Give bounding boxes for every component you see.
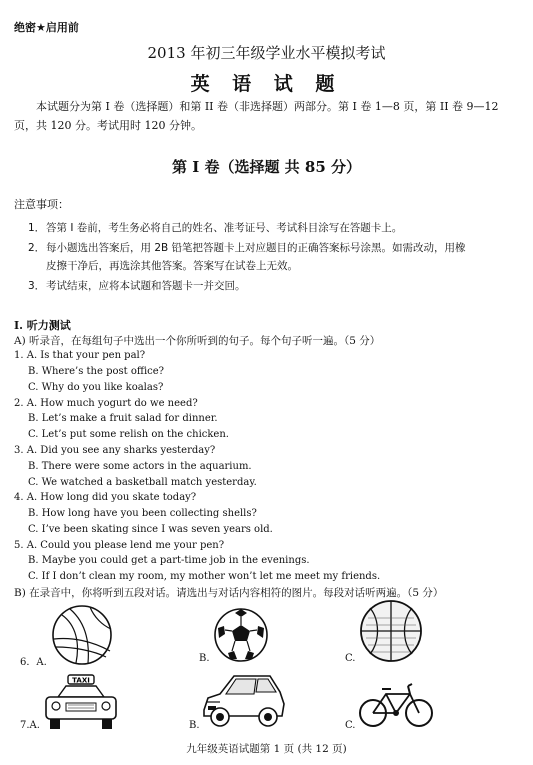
question-option: B. Where’s the post office?	[28, 366, 165, 377]
note-text: 考试结束，应将本试题和答题卡一并交回。	[46, 280, 246, 292]
question-option: 5. A. Could you please lend me your pen?	[14, 540, 225, 551]
question-option: B. Maybe you could get a part-time job in the evenings.	[28, 555, 310, 566]
note-text: 每小题选出答案后，用 2B 铅笔把答题卡上对应题目的正确答案标号涂黑。如需改动，用橡	[46, 242, 466, 254]
picture-label: 6．A.	[20, 657, 47, 668]
car-icon	[198, 670, 288, 732]
volleyball-icon	[50, 603, 114, 667]
note-item	[28, 219, 523, 237]
question-option: C. I’ve been skating since I was seven years old.	[28, 524, 273, 535]
note-text: 答第 I 卷前，考生务必将自己的姓名、准考证号、考试科目涂写在答题卡上。	[46, 222, 403, 234]
note-number: 2．	[28, 242, 46, 254]
question-option: B. How long have you been collecting shells?	[28, 508, 257, 519]
note-number: 3．	[28, 280, 46, 292]
note-item	[28, 277, 523, 295]
section-title: I. 听力测试	[14, 319, 71, 332]
question-option: B. There were some actors in the aquarium.	[28, 461, 252, 472]
intro-paragraph: 本试题分为第 I 卷（选择题）和第 II 卷（非选择题）两部分。第 I 卷 1—8 页，第 II 卷 9—12 页，共 120 分。考试用时 120 分钟。	[14, 100, 499, 132]
part1-title: 第 I 卷（选择题 共 85 分）	[171, 158, 361, 176]
notes-label: 注意事项：	[14, 198, 69, 211]
picture-label: B.	[199, 653, 210, 664]
subject-title: 英 语 试 题	[190, 73, 343, 95]
part-b-instruction: B) 在录音中，你将听到五段对话。请选出与对话内容相符的图片。每段对话听两遍。（5 分）	[14, 587, 444, 599]
picture-label: B.	[189, 720, 200, 731]
question-option: 4. A. How long did you skate today?	[14, 492, 197, 503]
picture-label: C.	[345, 653, 356, 664]
question-option: 3. A. Did you see any sharks yesterday?	[14, 445, 216, 456]
picture-label: 7.A.	[20, 720, 40, 731]
svg-text:TAXI: TAXI	[72, 676, 90, 685]
page-footer: 九年级英语试题第 1 页 (共 12 页)	[186, 743, 347, 755]
question-option: 2. A. How much yogurt do we need?	[14, 398, 198, 409]
note-text-continued: 皮擦干净后，再选涂其他答案。答案写在试卷上无效。	[46, 260, 298, 272]
soccer-ball-icon	[212, 606, 270, 664]
question-option: C. We watched a basketball match yesterday.	[28, 477, 257, 488]
note-item	[28, 239, 523, 275]
secret-mark: 绝密★启用前	[14, 21, 79, 34]
taxi-icon	[42, 673, 120, 735]
question-option: B. Let’s make a fruit salad for dinner.	[28, 413, 218, 424]
question-option: C. Let’s put some relish on the chicken.	[28, 429, 229, 440]
question-option: 1. A. Is that your pen pal?	[14, 350, 146, 361]
question-option: C. Why do you like koalas?	[28, 382, 164, 393]
bicycle-icon	[358, 680, 434, 730]
note-number: 1．	[28, 222, 46, 234]
exam-title: 2013 年初三年级学业水平模拟考试	[147, 44, 386, 62]
question-option: C. If I don’t clean my room, my mother won’t let me meet my friends.	[28, 571, 381, 582]
picture-label: C.	[345, 720, 356, 731]
basketball-icon	[358, 598, 424, 664]
part-a-instruction: A) 听录音，在每组句子中选出一个你所听到的句子。每个句子听一遍。（5 分）	[14, 335, 381, 347]
